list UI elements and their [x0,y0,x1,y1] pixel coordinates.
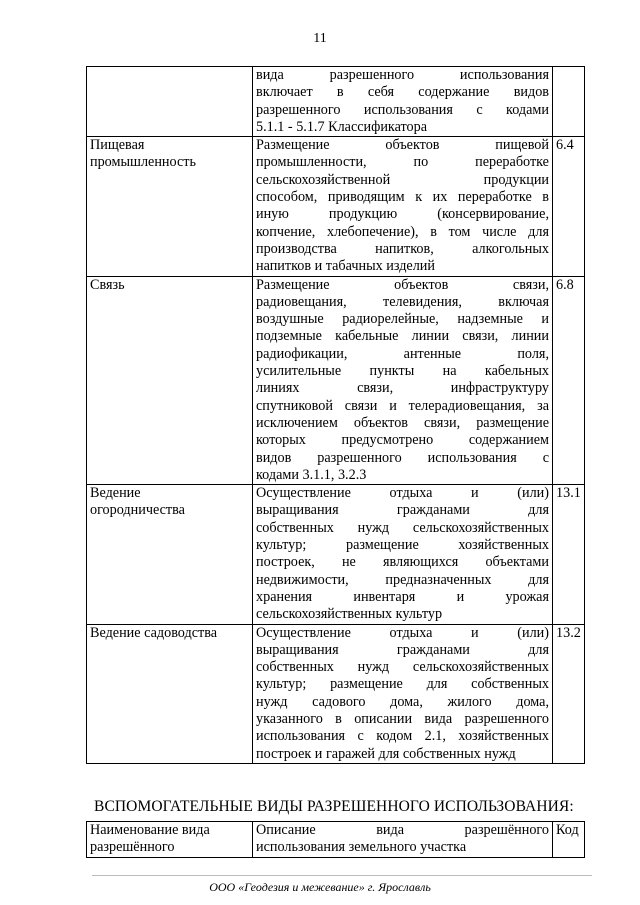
use-description-line: копчение, хлебопечение), в том числе для [256,223,549,240]
use-description-line: Осуществление отдыха и (или) [256,485,549,502]
aux-header-row [87,822,585,858]
use-description-line: усилительные пункты на кабельных [256,363,549,380]
use-name-cell [87,624,253,763]
use-description-line: кодами 3.1.1, 3.2.3 [256,466,367,483]
use-description-cell [253,485,553,624]
use-description-line: выращивания гражданами для [256,641,549,658]
use-description-line: промышленности, по переработке [256,154,549,171]
table-row [87,485,585,624]
use-description-line: собственных нужд сельскохозяйственных [256,519,549,536]
use-name-line: Ведение садоводства [90,624,218,641]
table-row [87,137,585,276]
aux-header-desc-line: использования земельного участка [256,839,467,856]
use-description-line: радиовещания, телевидения, включая [256,293,549,310]
use-description-line: сельскохозяйственных культур [256,606,443,623]
use-description-line: собственных нужд сельскохозяйственных [256,659,549,676]
aux-header-name-cell [87,822,253,858]
use-description-line: иную продукцию (консервирование, [256,206,549,223]
aux-header-desc-line: Описание вида разрешённого [256,822,549,838]
aux-section-heading: ВСПОМОГАТЕЛЬНЫЕ ВИДЫ РАЗРЕШЕННОГО ИСПОЛЬЗОВАНИЯ: [94,798,574,815]
use-code-cell: 13.1 [553,485,585,624]
use-name-line: Ведение [90,485,141,502]
use-description-line: Осуществление отдыха и (или) [256,624,549,641]
use-description-line: видов разрешенного использования с [256,449,549,466]
use-description-line: культур; размещение хозяйственных [256,537,549,554]
use-description-line: воздушные радиорелейные, надземные и [256,311,549,328]
use-description-line: спутниковой связи и телерадиовещания, за [256,397,549,414]
page-number: 11 [313,31,327,46]
use-name-cell [87,485,253,624]
use-description-line: Размещение объектов пищевой [256,137,549,154]
use-description-line: выращивания гражданами для [256,502,549,519]
use-description-line: способом, приводящим к их переработке в [256,189,549,206]
use-description-line: вида разрешенного использования [256,67,549,83]
use-description-line: линиях связи, инфраструктуру [256,380,549,397]
use-description-line: подземные кабельные линии связи, линии [256,328,549,345]
footer-text: ООО «Геодезия и межевание» г. Ярославль [209,880,431,894]
use-description-line: включает в себя содержание видов [256,84,549,101]
use-name-cell [87,276,253,485]
use-name-cell [87,67,253,137]
use-description-line: хранения инвентаря и урожая [256,588,549,605]
use-description-line: построек и гаражей для собственных нужд [256,745,516,762]
use-code-cell: 13.2 [553,624,585,763]
use-description-line: использования с кодом 2.1, хозяйственных [256,728,549,745]
use-description-line: радиофикации, антенные поля, [256,345,549,362]
use-description-line: построек, не являющихся объектами [256,554,549,571]
use-name-line: огородничества [90,502,185,519]
aux-header-name-line: Наименование вида [90,822,210,838]
aux-header-desc-cell [253,822,553,858]
aux-header-name-line: разрешённого [90,839,175,856]
use-description-line: разрешенного использования с кодами [256,101,549,118]
use-description-cell [253,624,553,763]
use-description-line: недвижимости, предназначенных для [256,571,549,588]
use-code-cell: 6.8 [553,276,585,485]
footer-divider [92,875,592,876]
use-description-line: исключением объектов связи, размещение [256,414,549,431]
land-use-table-body [87,67,585,764]
table-row [87,67,585,137]
use-code-cell [553,67,585,137]
use-description-line: указанного в описании вида разрешенного [256,710,549,727]
use-description-line: культур; размещение для собственных [256,676,549,693]
use-description-line: Размещение объектов связи, [256,276,549,293]
use-description-line: сельскохозяйственной продукции [256,171,549,188]
use-name-line: промышленность [90,154,196,171]
land-use-table [86,66,585,764]
use-description-line: напитков и табачных изделий [256,258,435,275]
use-description-cell [253,276,553,485]
use-description-line: производства напитков, алкогольных [256,240,549,257]
table-row [87,276,585,485]
table-row [87,624,585,763]
aux-use-table [86,821,585,858]
use-name-line: Связь [90,276,125,293]
aux-header-code-cell: Код [553,822,585,858]
use-description-line: 5.1.1 - 5.1.7 Классификатора [256,118,428,135]
use-description-line: которых предусмотрено содержанием [256,432,549,449]
use-description-cell [253,137,553,276]
use-description-line: нужд садового дома, жилого дома, [256,693,549,710]
use-name-cell [87,137,253,276]
use-description-cell [253,67,553,137]
use-code-cell: 6.4 [553,137,585,276]
use-name-line: Пищевая [90,137,145,154]
